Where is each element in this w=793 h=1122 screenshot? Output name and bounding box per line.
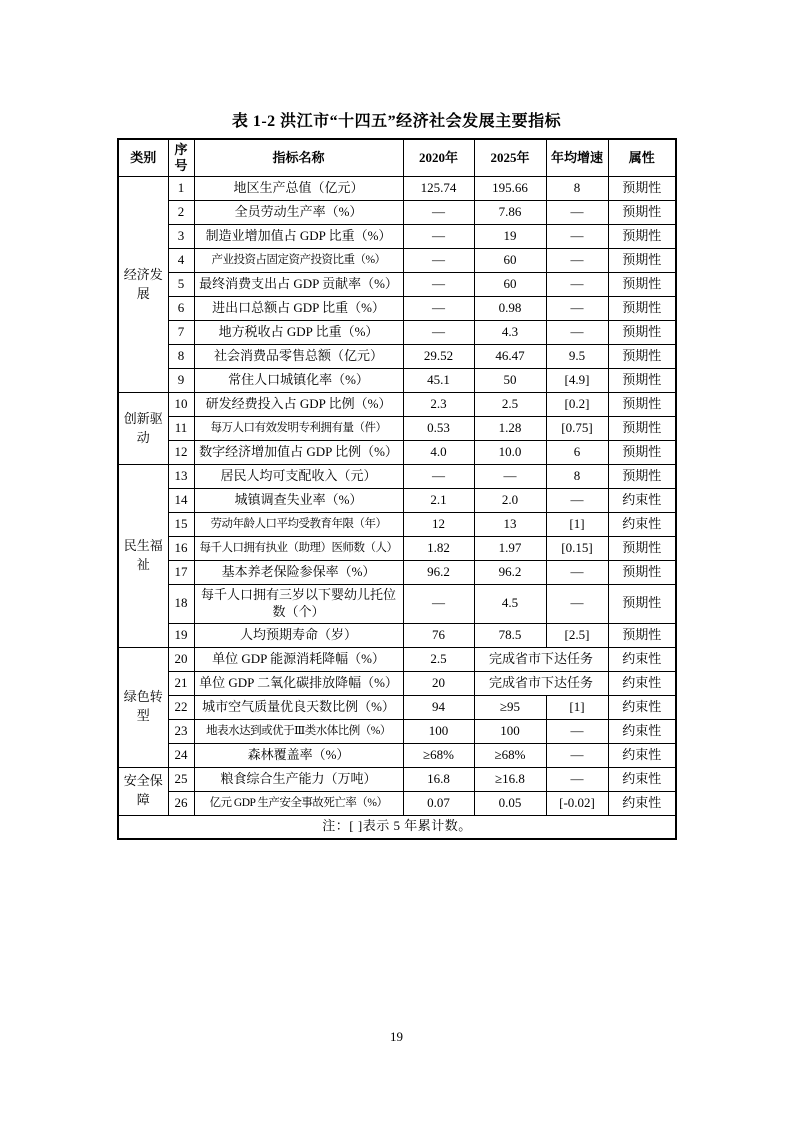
- row-number-cell: 3: [168, 225, 194, 249]
- table-row: [118, 719, 676, 743]
- growth-cell: [0.2]: [546, 393, 608, 417]
- row-number-cell: 17: [168, 561, 194, 585]
- growth-cell: —: [546, 273, 608, 297]
- attribute-cell: 预期性: [608, 369, 676, 393]
- value-2025-cell: 100: [474, 719, 546, 743]
- growth-cell: 8: [546, 177, 608, 201]
- attribute-cell: 约束性: [608, 489, 676, 513]
- value-2020-cell: 100: [403, 719, 474, 743]
- row-number-cell: 20: [168, 647, 194, 671]
- value-2020-cell: 96.2: [403, 561, 474, 585]
- value-2025-cell: —: [474, 465, 546, 489]
- indicator-name-cell: 研发经费投入占 GDP 比例（%）: [194, 393, 403, 417]
- header-year-2020: 2020年: [403, 139, 474, 177]
- table-row: [118, 249, 676, 273]
- category-cell: 绿色转型: [118, 647, 168, 767]
- value-2025-cell: 2.0: [474, 489, 546, 513]
- indicator-name-cell: 地区生产总值（亿元）: [194, 177, 403, 201]
- attribute-cell: 约束性: [608, 719, 676, 743]
- indicator-name-cell: 进出口总额占 GDP 比重（%）: [194, 297, 403, 321]
- table-row: [118, 177, 676, 201]
- value-2025-cell: 1.97: [474, 537, 546, 561]
- table-row: [118, 791, 676, 815]
- attribute-cell: 预期性: [608, 561, 676, 585]
- indicator-name-cell: 制造业增加值占 GDP 比重（%）: [194, 225, 403, 249]
- indicator-name-cell: 城市空气质量优良天数比例（%）: [194, 695, 403, 719]
- table-row: [118, 561, 676, 585]
- growth-cell: —: [546, 561, 608, 585]
- value-2025-cell: 13: [474, 513, 546, 537]
- value-2020-cell: 45.1: [403, 369, 474, 393]
- growth-cell: —: [546, 225, 608, 249]
- attribute-cell: 预期性: [608, 201, 676, 225]
- table-title: 表 1-2 洪江市“十四五”经济社会发展主要指标: [231, 113, 562, 130]
- growth-cell: [0.75]: [546, 417, 608, 441]
- growth-cell: [1]: [546, 695, 608, 719]
- row-number-cell: 26: [168, 791, 194, 815]
- table-row: [118, 393, 676, 417]
- value-2020-cell: —: [403, 249, 474, 273]
- row-number-cell: 14: [168, 489, 194, 513]
- value-2025-cell: 0.98: [474, 297, 546, 321]
- row-number-cell: 24: [168, 743, 194, 767]
- growth-cell: —: [546, 767, 608, 791]
- value-2025-cell: 195.66: [474, 177, 546, 201]
- growth-cell: [-0.02]: [546, 791, 608, 815]
- attribute-cell: 预期性: [608, 321, 676, 345]
- growth-cell: —: [546, 489, 608, 513]
- indicator-name-cell: 最终消费支出占 GDP 贡献率（%）: [194, 273, 403, 297]
- indicator-name-cell: 产业投资占固定资产投资比重（%）: [194, 249, 403, 273]
- growth-cell: 9.5: [546, 345, 608, 369]
- value-2025-cell: ≥95: [474, 695, 546, 719]
- indicator-name-cell: 社会消费品零售总额（亿元）: [194, 345, 403, 369]
- indicator-name-cell: 地方税收占 GDP 比重（%）: [194, 321, 403, 345]
- value-2025-cell: 78.5: [474, 623, 546, 647]
- attribute-cell: 预期性: [608, 177, 676, 201]
- value-2020-cell: 76: [403, 623, 474, 647]
- row-number-cell: 15: [168, 513, 194, 537]
- indicator-name-cell: 劳动年龄人口平均受教育年限（年）: [194, 513, 403, 537]
- table-row: [118, 225, 676, 249]
- note-row: [118, 815, 676, 839]
- value-2020-cell: 2.3: [403, 393, 474, 417]
- growth-cell: 8: [546, 465, 608, 489]
- value-2020-cell: 2.5: [403, 647, 474, 671]
- indicator-name-cell: 粮食综合生产能力（万吨）: [194, 767, 403, 791]
- table-body: [118, 177, 676, 839]
- row-number-cell: 16: [168, 537, 194, 561]
- row-number-cell: 2: [168, 201, 194, 225]
- growth-cell: —: [546, 201, 608, 225]
- indicator-name-cell: 地表水达到或优于Ⅲ类水体比例（%）: [194, 719, 403, 743]
- table-row: [118, 585, 676, 624]
- header-indicator-name: 指标名称: [194, 139, 403, 177]
- row-number-cell: 8: [168, 345, 194, 369]
- attribute-cell: 约束性: [608, 513, 676, 537]
- indicator-name-cell: 每千人口拥有三岁以下婴幼儿托位数（个）: [194, 585, 403, 624]
- indicator-name-cell: 全员劳动生产率（%）: [194, 201, 403, 225]
- value-2025-growth-merged-cell: 完成省市下达任务: [474, 647, 608, 671]
- table-row: [118, 417, 676, 441]
- row-number-cell: 5: [168, 273, 194, 297]
- indicator-name-cell: 单位 GDP 能源消耗降幅（%）: [194, 647, 403, 671]
- value-2025-cell: 60: [474, 249, 546, 273]
- value-2025-cell: 19: [474, 225, 546, 249]
- table-row: [118, 465, 676, 489]
- category-cell: 创新驱动: [118, 393, 168, 465]
- header-growth: 年均增速: [546, 139, 608, 177]
- value-2020-cell: —: [403, 585, 474, 624]
- indicator-name-cell: 人均预期寿命（岁）: [194, 623, 403, 647]
- row-number-cell: 9: [168, 369, 194, 393]
- category-cell: 安全保障: [118, 767, 168, 815]
- value-2020-cell: 0.07: [403, 791, 474, 815]
- value-2025-cell: 0.05: [474, 791, 546, 815]
- value-2020-cell: 12: [403, 513, 474, 537]
- indicator-name-cell: 居民人均可支配收入（元）: [194, 465, 403, 489]
- attribute-cell: 预期性: [608, 273, 676, 297]
- table-row: [118, 623, 676, 647]
- value-2020-cell: 20: [403, 671, 474, 695]
- table-note: 注：[ ]表示 5 年累计数。: [118, 815, 676, 839]
- row-number-cell: 10: [168, 393, 194, 417]
- table-row: [118, 537, 676, 561]
- attribute-cell: 预期性: [608, 585, 676, 624]
- value-2020-cell: —: [403, 273, 474, 297]
- value-2025-cell: 1.28: [474, 417, 546, 441]
- value-2025-cell: 10.0: [474, 441, 546, 465]
- value-2020-cell: 94: [403, 695, 474, 719]
- table-row: [118, 345, 676, 369]
- value-2025-cell: 46.47: [474, 345, 546, 369]
- value-2025-cell: ≥16.8: [474, 767, 546, 791]
- growth-cell: —: [546, 321, 608, 345]
- attribute-cell: 约束性: [608, 671, 676, 695]
- growth-cell: —: [546, 743, 608, 767]
- value-2025-cell: 4.3: [474, 321, 546, 345]
- row-number-cell: 1: [168, 177, 194, 201]
- value-2020-cell: 4.0: [403, 441, 474, 465]
- header-category: 类别: [118, 139, 168, 177]
- attribute-cell: 约束性: [608, 647, 676, 671]
- attribute-cell: 预期性: [608, 465, 676, 489]
- indicator-name-cell: 每万人口有效发明专利拥有量（件）: [194, 417, 403, 441]
- growth-cell: —: [546, 249, 608, 273]
- table-row: [118, 273, 676, 297]
- table-row: [118, 647, 676, 671]
- indicator-name-cell: 每千人口拥有执业（助理）医师数（人）: [194, 537, 403, 561]
- indicator-name-cell: 森林覆盖率（%）: [194, 743, 403, 767]
- table-row: [118, 671, 676, 695]
- value-2020-cell: 16.8: [403, 767, 474, 791]
- value-2025-cell: 96.2: [474, 561, 546, 585]
- growth-cell: —: [546, 297, 608, 321]
- table-row: [118, 695, 676, 719]
- table-row: [118, 513, 676, 537]
- value-2020-cell: 2.1: [403, 489, 474, 513]
- table-row: [118, 369, 676, 393]
- row-number-cell: 4: [168, 249, 194, 273]
- attribute-cell: 预期性: [608, 393, 676, 417]
- header-index: 序号: [168, 139, 194, 177]
- growth-cell: [2.5]: [546, 623, 608, 647]
- table-row: [118, 201, 676, 225]
- value-2020-cell: 125.74: [403, 177, 474, 201]
- header-year-2025: 2025年: [474, 139, 546, 177]
- row-number-cell: 25: [168, 767, 194, 791]
- row-number-cell: 21: [168, 671, 194, 695]
- value-2020-cell: —: [403, 225, 474, 249]
- category-cell: 民生福祉: [118, 465, 168, 648]
- attribute-cell: 预期性: [608, 249, 676, 273]
- value-2025-cell: 60: [474, 273, 546, 297]
- value-2020-cell: 29.52: [403, 345, 474, 369]
- attribute-cell: 预期性: [608, 417, 676, 441]
- row-number-cell: 19: [168, 623, 194, 647]
- value-2025-cell: 50: [474, 369, 546, 393]
- row-number-cell: 22: [168, 695, 194, 719]
- table-row: [118, 743, 676, 767]
- row-number-cell: 11: [168, 417, 194, 441]
- attribute-cell: 预期性: [608, 297, 676, 321]
- value-2020-cell: 1.82: [403, 537, 474, 561]
- table-row: [118, 441, 676, 465]
- table-row: [118, 489, 676, 513]
- value-2025-cell: 7.86: [474, 201, 546, 225]
- indicator-name-cell: 常住人口城镇化率（%）: [194, 369, 403, 393]
- value-2020-cell: ≥68%: [403, 743, 474, 767]
- indicator-name-cell: 单位 GDP 二氧化碳排放降幅（%）: [194, 671, 403, 695]
- attribute-cell: 约束性: [608, 743, 676, 767]
- attribute-cell: 预期性: [608, 225, 676, 249]
- table-row: [118, 321, 676, 345]
- indicator-name-cell: 基本养老保险参保率（%）: [194, 561, 403, 585]
- value-2020-cell: 0.53: [403, 417, 474, 441]
- row-number-cell: 6: [168, 297, 194, 321]
- growth-cell: 6: [546, 441, 608, 465]
- header-row: [118, 139, 676, 177]
- value-2025-cell: 4.5: [474, 585, 546, 624]
- value-2020-cell: —: [403, 465, 474, 489]
- attribute-cell: 预期性: [608, 345, 676, 369]
- row-number-cell: 7: [168, 321, 194, 345]
- table-row: [118, 767, 676, 791]
- attribute-cell: 预期性: [608, 623, 676, 647]
- growth-cell: [4.9]: [546, 369, 608, 393]
- attribute-cell: 约束性: [608, 767, 676, 791]
- value-2025-growth-merged-cell: 完成省市下达任务: [474, 671, 608, 695]
- indicator-name-cell: 数字经济增加值占 GDP 比例（%）: [194, 441, 403, 465]
- indicator-name-cell: 亿元 GDP 生产安全事故死亡率（%）: [194, 791, 403, 815]
- growth-cell: —: [546, 719, 608, 743]
- row-number-cell: 13: [168, 465, 194, 489]
- category-cell: 经济发展: [118, 177, 168, 393]
- growth-cell: [0.15]: [546, 537, 608, 561]
- row-number-cell: 23: [168, 719, 194, 743]
- attribute-cell: 预期性: [608, 537, 676, 561]
- value-2025-cell: ≥68%: [474, 743, 546, 767]
- page-number: 19: [390, 1029, 403, 1044]
- indicator-name-cell: 城镇调查失业率（%）: [194, 489, 403, 513]
- indicators-table: [117, 138, 677, 840]
- value-2020-cell: —: [403, 321, 474, 345]
- header-attribute: 属性: [608, 139, 676, 177]
- row-number-cell: 18: [168, 585, 194, 624]
- attribute-cell: 约束性: [608, 695, 676, 719]
- growth-cell: —: [546, 585, 608, 624]
- attribute-cell: 预期性: [608, 441, 676, 465]
- table-row: [118, 297, 676, 321]
- value-2025-cell: 2.5: [474, 393, 546, 417]
- value-2020-cell: —: [403, 297, 474, 321]
- row-number-cell: 12: [168, 441, 194, 465]
- value-2020-cell: —: [403, 201, 474, 225]
- growth-cell: [1]: [546, 513, 608, 537]
- attribute-cell: 约束性: [608, 791, 676, 815]
